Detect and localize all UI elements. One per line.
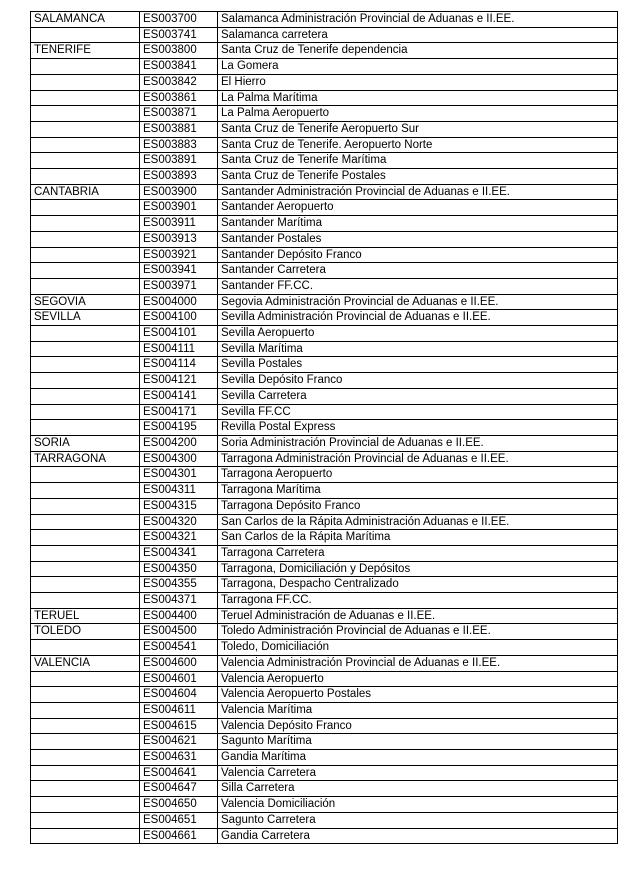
province-cell xyxy=(31,153,140,169)
office-name-cell: Sevilla Aeropuerto xyxy=(218,326,618,342)
province-cell xyxy=(31,59,140,75)
office-code-cell: ES003841 xyxy=(140,59,218,75)
province-cell xyxy=(31,388,140,404)
table-row xyxy=(31,74,618,90)
office-code-cell: ES003971 xyxy=(140,278,218,294)
table-row xyxy=(31,498,618,514)
office-name-cell: La Palma Aeropuerto xyxy=(218,106,618,122)
office-name-cell: Valencia Marítima xyxy=(218,702,618,718)
table-row xyxy=(31,593,618,609)
province-cell xyxy=(31,687,140,703)
table-row xyxy=(31,765,618,781)
office-code-cell: ES003941 xyxy=(140,263,218,279)
table-row xyxy=(31,12,618,28)
table-row xyxy=(31,216,618,232)
table-row xyxy=(31,90,618,106)
table-row xyxy=(31,577,618,593)
table-row xyxy=(31,812,618,828)
province-cell xyxy=(31,750,140,766)
table-row xyxy=(31,137,618,153)
office-code-cell: ES004355 xyxy=(140,577,218,593)
office-name-cell: Santander Administración Provincial de Aduanas e II.EE. xyxy=(218,184,618,200)
province-cell xyxy=(31,530,140,546)
province-cell: SORIA xyxy=(31,435,140,451)
office-code-cell: ES004315 xyxy=(140,498,218,514)
office-name-cell: Soria Administración Provincial de Aduanas e II.EE. xyxy=(218,435,618,451)
office-name-cell: Tarragona, Despacho Centralizado xyxy=(218,577,618,593)
table-row xyxy=(31,671,618,687)
office-code-cell: ES004631 xyxy=(140,750,218,766)
office-code-cell: ES003861 xyxy=(140,90,218,106)
province-cell: TENERIFE xyxy=(31,43,140,59)
province-cell xyxy=(31,765,140,781)
office-code-cell: ES004101 xyxy=(140,326,218,342)
province-cell xyxy=(31,545,140,561)
province-cell xyxy=(31,718,140,734)
office-code-cell: ES004600 xyxy=(140,655,218,671)
office-name-cell: Santander FF.CC. xyxy=(218,278,618,294)
office-code-cell: ES004114 xyxy=(140,357,218,373)
office-code-cell: ES003700 xyxy=(140,12,218,28)
table-row xyxy=(31,435,618,451)
province-cell: SALAMANCA xyxy=(31,12,140,28)
table-row xyxy=(31,200,618,216)
office-name-cell: Sagunto Carretera xyxy=(218,812,618,828)
office-code-cell: ES004604 xyxy=(140,687,218,703)
province-cell: VALENCIA xyxy=(31,655,140,671)
province-cell xyxy=(31,200,140,216)
office-name-cell: San Carlos de la Rápita Administración Aduanas e II.EE. xyxy=(218,514,618,530)
table-row xyxy=(31,263,618,279)
office-code-cell: ES004111 xyxy=(140,341,218,357)
table-row xyxy=(31,561,618,577)
office-code-cell: ES004100 xyxy=(140,310,218,326)
table-row xyxy=(31,750,618,766)
table-row xyxy=(31,357,618,373)
table-row xyxy=(31,828,618,844)
office-name-cell: Toledo, Domiciliación xyxy=(218,640,618,656)
office-name-cell: Santander Marítima xyxy=(218,216,618,232)
table-row xyxy=(31,797,618,813)
office-code-cell: ES004195 xyxy=(140,420,218,436)
table-row xyxy=(31,734,618,750)
province-cell xyxy=(31,702,140,718)
province-cell xyxy=(31,341,140,357)
province-cell xyxy=(31,561,140,577)
office-code-cell: ES003900 xyxy=(140,184,218,200)
province-cell xyxy=(31,373,140,389)
office-name-cell: Tarragona FF.CC. xyxy=(218,593,618,609)
province-cell xyxy=(31,247,140,263)
office-code-cell: ES004500 xyxy=(140,624,218,640)
province-cell: TERUEL xyxy=(31,608,140,624)
table-row xyxy=(31,27,618,43)
province-cell xyxy=(31,483,140,499)
office-name-cell: Segovia Administración Provincial de Aduanas e II.EE. xyxy=(218,294,618,310)
office-code-cell: ES004000 xyxy=(140,294,218,310)
office-name-cell: Sevilla Carretera xyxy=(218,388,618,404)
office-code-cell: ES004601 xyxy=(140,671,218,687)
table-row xyxy=(31,687,618,703)
office-name-cell: Tarragona Aeropuerto xyxy=(218,467,618,483)
province-cell xyxy=(31,231,140,247)
table-row xyxy=(31,545,618,561)
table-row xyxy=(31,404,618,420)
table-row xyxy=(31,451,618,467)
office-name-cell: La Gomera xyxy=(218,59,618,75)
office-code-cell: ES004341 xyxy=(140,545,218,561)
province-cell: SEGOVIA xyxy=(31,294,140,310)
province-cell xyxy=(31,781,140,797)
office-code-cell: ES003921 xyxy=(140,247,218,263)
office-name-cell: Gandia Marítima xyxy=(218,750,618,766)
table-row xyxy=(31,640,618,656)
office-name-cell: Valencia Aeropuerto xyxy=(218,671,618,687)
office-name-cell: Santa Cruz de Tenerife. Aeropuerto Norte xyxy=(218,137,618,153)
province-cell xyxy=(31,74,140,90)
province-cell xyxy=(31,640,140,656)
office-code-cell: ES003842 xyxy=(140,74,218,90)
table-row xyxy=(31,655,618,671)
office-name-cell: Teruel Administración de Aduanas e II.EE. xyxy=(218,608,618,624)
office-code-cell: ES004200 xyxy=(140,435,218,451)
office-name-cell: Tarragona Administración Provincial de Aduanas e II.EE. xyxy=(218,451,618,467)
office-name-cell: La Palma Marítima xyxy=(218,90,618,106)
office-name-cell: Sevilla Postales xyxy=(218,357,618,373)
table-row xyxy=(31,702,618,718)
office-code-cell: ES004121 xyxy=(140,373,218,389)
table-row xyxy=(31,420,618,436)
table-row xyxy=(31,326,618,342)
table-row xyxy=(31,781,618,797)
province-cell xyxy=(31,671,140,687)
table-row xyxy=(31,514,618,530)
table-row xyxy=(31,341,618,357)
table-row xyxy=(31,169,618,185)
office-code-cell: ES004661 xyxy=(140,828,218,844)
province-cell xyxy=(31,121,140,137)
office-code-cell: ES004321 xyxy=(140,530,218,546)
office-name-cell: El Hierro xyxy=(218,74,618,90)
table-body xyxy=(31,12,618,844)
province-cell xyxy=(31,404,140,420)
office-name-cell: Sevilla FF.CC xyxy=(218,404,618,420)
province-cell xyxy=(31,828,140,844)
office-code-cell: ES004311 xyxy=(140,483,218,499)
table-row xyxy=(31,247,618,263)
province-cell xyxy=(31,90,140,106)
office-code-cell: ES004650 xyxy=(140,797,218,813)
office-code-cell: ES004621 xyxy=(140,734,218,750)
table-row xyxy=(31,310,618,326)
office-name-cell: Salamanca carretera xyxy=(218,27,618,43)
office-name-cell: Valencia Carretera xyxy=(218,765,618,781)
table-row xyxy=(31,121,618,137)
province-cell xyxy=(31,137,140,153)
office-code-cell: ES003881 xyxy=(140,121,218,137)
office-name-cell: Revilla Postal Express xyxy=(218,420,618,436)
table-row xyxy=(31,718,618,734)
office-name-cell: Santander Aeropuerto xyxy=(218,200,618,216)
office-name-cell: Santander Postales xyxy=(218,231,618,247)
province-cell: CANTABRIA xyxy=(31,184,140,200)
office-name-cell: Santander Carretera xyxy=(218,263,618,279)
office-code-cell: ES004300 xyxy=(140,451,218,467)
office-name-cell: Valencia Administración Provincial de Aduanas e II.EE. xyxy=(218,655,618,671)
province-cell xyxy=(31,169,140,185)
office-code-cell: ES004541 xyxy=(140,640,218,656)
office-code-cell: ES004651 xyxy=(140,812,218,828)
province-cell xyxy=(31,734,140,750)
office-name-cell: Santander Depósito Franco xyxy=(218,247,618,263)
office-name-cell: Tarragona, Domiciliación y Depósitos xyxy=(218,561,618,577)
office-name-cell: Tarragona Marítima xyxy=(218,483,618,499)
province-cell xyxy=(31,278,140,294)
office-code-cell: ES004171 xyxy=(140,404,218,420)
province-cell xyxy=(31,263,140,279)
province-cell xyxy=(31,498,140,514)
office-code-cell: ES004647 xyxy=(140,781,218,797)
office-name-cell: Santa Cruz de Tenerife dependencia xyxy=(218,43,618,59)
table-row xyxy=(31,278,618,294)
table-row xyxy=(31,373,618,389)
table-row xyxy=(31,184,618,200)
table-row xyxy=(31,153,618,169)
office-name-cell: Valencia Depósito Franco xyxy=(218,718,618,734)
province-cell xyxy=(31,577,140,593)
province-cell xyxy=(31,106,140,122)
office-name-cell: Gandia Carretera xyxy=(218,828,618,844)
province-cell xyxy=(31,420,140,436)
office-code-cell: ES003911 xyxy=(140,216,218,232)
office-code-cell: ES004611 xyxy=(140,702,218,718)
province-cell xyxy=(31,812,140,828)
office-name-cell: Valencia Aeropuerto Postales xyxy=(218,687,618,703)
province-cell xyxy=(31,467,140,483)
province-cell: TOLEDO xyxy=(31,624,140,640)
office-name-cell: Salamanca Administración Provincial de Aduanas e II.EE. xyxy=(218,12,618,28)
office-code-cell: ES003913 xyxy=(140,231,218,247)
office-name-cell: Tarragona Depósito Franco xyxy=(218,498,618,514)
office-code-cell: ES003871 xyxy=(140,106,218,122)
table-row xyxy=(31,106,618,122)
office-code-cell: ES004615 xyxy=(140,718,218,734)
office-code-cell: ES003901 xyxy=(140,200,218,216)
province-cell xyxy=(31,514,140,530)
table-row xyxy=(31,624,618,640)
province-cell xyxy=(31,357,140,373)
table-row xyxy=(31,59,618,75)
table-row xyxy=(31,530,618,546)
province-cell xyxy=(31,797,140,813)
office-code-cell: ES003883 xyxy=(140,137,218,153)
office-code-cell: ES003893 xyxy=(140,169,218,185)
office-name-cell: Sagunto Marítima xyxy=(218,734,618,750)
province-cell xyxy=(31,593,140,609)
office-code-cell: ES004371 xyxy=(140,593,218,609)
table-row xyxy=(31,294,618,310)
office-name-cell: Valencia Domiciliación xyxy=(218,797,618,813)
province-cell xyxy=(31,326,140,342)
office-name-cell: Santa Cruz de Tenerife Aeropuerto Sur xyxy=(218,121,618,137)
office-code-cell: ES004301 xyxy=(140,467,218,483)
office-code-cell: ES004320 xyxy=(140,514,218,530)
office-name-cell: Tarragona Carretera xyxy=(218,545,618,561)
office-name-cell: Santa Cruz de Tenerife Marítima xyxy=(218,153,618,169)
office-name-cell: Sevilla Marítima xyxy=(218,341,618,357)
table-row xyxy=(31,43,618,59)
table-row xyxy=(31,483,618,499)
office-code-cell: ES004141 xyxy=(140,388,218,404)
office-name-cell: Santa Cruz de Tenerife Postales xyxy=(218,169,618,185)
province-cell xyxy=(31,27,140,43)
province-cell: SEVILLA xyxy=(31,310,140,326)
office-code-cell: ES003891 xyxy=(140,153,218,169)
customs-office-table xyxy=(30,11,618,844)
office-name-cell: Toledo Administración Provincial de Aduanas e II.EE. xyxy=(218,624,618,640)
office-code-cell: ES004350 xyxy=(140,561,218,577)
office-name-cell: Sevilla Administración Provincial de Aduanas e II.EE. xyxy=(218,310,618,326)
office-name-cell: Silla Carretera xyxy=(218,781,618,797)
table-row xyxy=(31,608,618,624)
province-cell: TARRAGONA xyxy=(31,451,140,467)
province-cell xyxy=(31,216,140,232)
table-row xyxy=(31,231,618,247)
office-code-cell: ES003741 xyxy=(140,27,218,43)
office-name-cell: San Carlos de la Rápita Marítima xyxy=(218,530,618,546)
office-code-cell: ES004641 xyxy=(140,765,218,781)
office-code-cell: ES004400 xyxy=(140,608,218,624)
table-row xyxy=(31,467,618,483)
table-row xyxy=(31,388,618,404)
office-name-cell: Sevilla Depósito Franco xyxy=(218,373,618,389)
office-code-cell: ES003800 xyxy=(140,43,218,59)
